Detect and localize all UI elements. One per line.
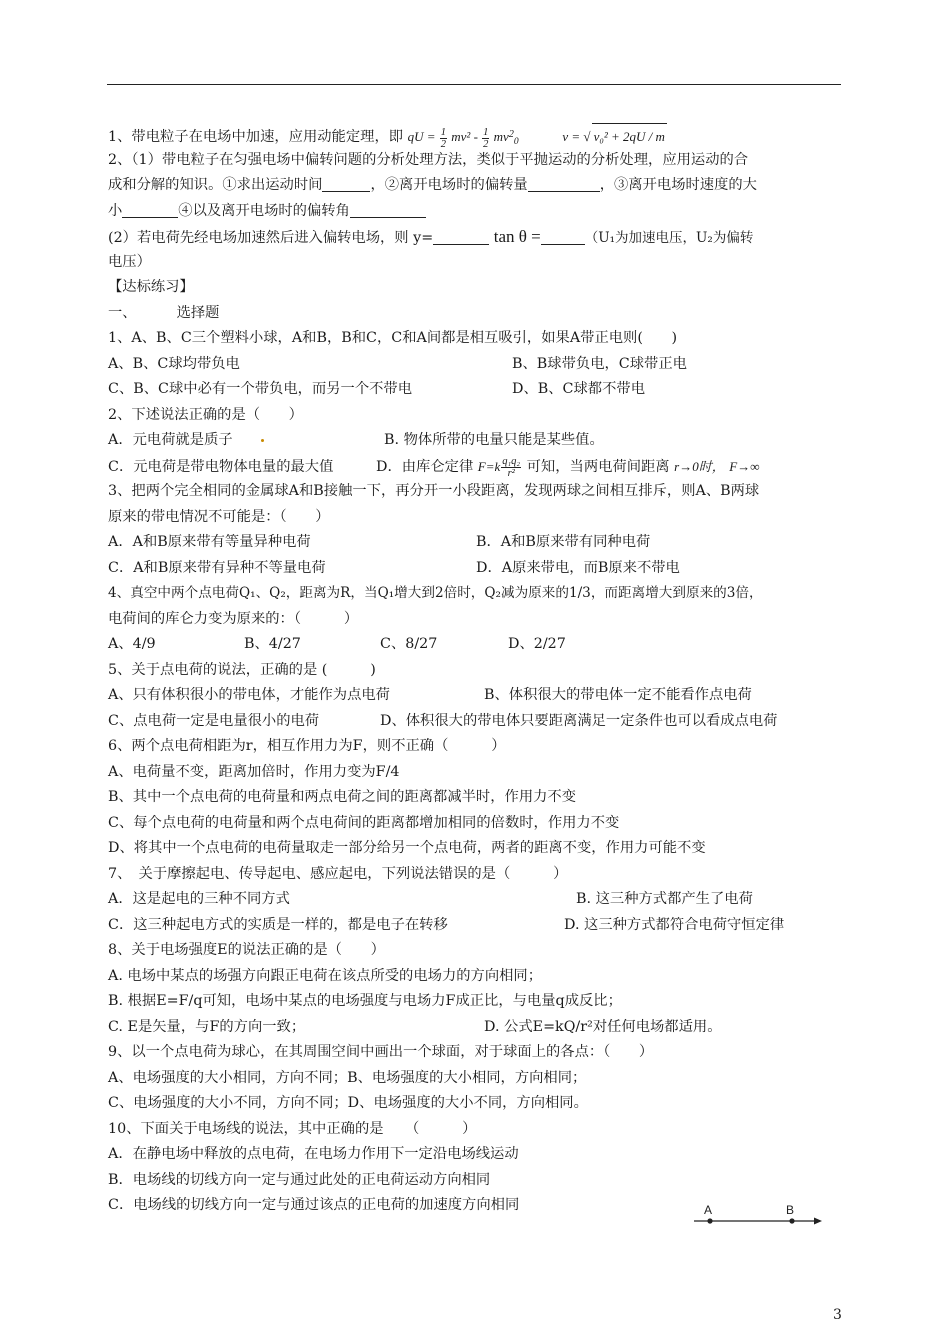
question-6: 6、两个点电荷相距为r，相互作用力为F，则不正确（ ）	[108, 738, 506, 754]
blank-y	[433, 228, 489, 245]
question-3-options-cd: C．A和B原来带有异种不等量电荷 D．A原来带电，而B原来不带电	[108, 559, 680, 576]
header-rule	[107, 84, 841, 85]
section-heading: 【达标练习】	[108, 279, 194, 295]
question-3-line-2: 原来的带电情况不可能是：（ ）	[108, 508, 330, 525]
question-7-options-cd: C．这三种起电方式的实质是一样的，都是电子在转移 D. 这三种方式都符合电荷守恒定律	[108, 916, 785, 933]
question-1-options-cd: C、B、C球中必有一个带负电，而另一个不带电 D、B、C球都不带电	[108, 381, 645, 397]
coulomb-formula: F=k $\frac{\text{q₁q₂}}{\text{r²}}$	[477, 456, 521, 480]
question-10-option-c: C．电场线的切线方向一定与通过该点的正电荷的加速度方向相同	[108, 1197, 520, 1213]
question-1-options-ab: A、B、C球均带负电 B、B球带负电，C球带正电	[108, 355, 687, 372]
blank-time	[322, 175, 370, 192]
question-5-options-ab: A、只有体积很小的带电体，才能作为点电荷 B、体积很大的带电体一定不能看作点电荷	[108, 687, 752, 703]
blank-angle	[350, 201, 426, 218]
field-line-diagram	[690, 1200, 825, 1230]
question-8-options-cd: C. E是矢量，与F的方向一致； D. 公式E=kQ/r²对任何电场都适用。	[108, 1018, 722, 1035]
document-body	[108, 122, 843, 1219]
question-8-option-a: A. 电场中某点的场强方向跟正电荷在该点所受的电场力的方向相同；	[108, 967, 543, 984]
question-6-option-c: C、每个点电荷的电荷量和两个点电荷间的距离都增加相同的倍数时，作用力不变	[108, 814, 620, 831]
velocity-formula: v = √ v₀² + 2qU / m	[562, 129, 667, 144]
question-6-option-b: B、其中一个点电荷的电荷量和两点电荷之间的距离都减半时，作用力不变	[108, 789, 577, 805]
page-number: 3	[833, 1307, 842, 1323]
intro-text: 1、带电粒子在电场中加速，应用动能定理，即	[108, 129, 404, 145]
question-4-options: A、4/9 B、4/27 C、8/27 D、2/27	[108, 636, 566, 652]
question-10-option-a: A．在静电场中释放的点电荷，在电场力作用下一定沿电场线运动	[108, 1146, 519, 1162]
intro-line-3: 成和分解的知识。①求出运动时间 ，②离开电场时的偏转量 ，③离开电场时速度的大	[108, 177, 757, 193]
question-10: 10、下面关于电场线的说法，其中正确的是 （ ）	[108, 1120, 477, 1137]
question-4-line-1: 4、真空中两个点电荷Q₁、Q₂，距离为R，当Q₁增大到2倍时，Q₂减为原来的1/3，而距离增大到原来的3倍，	[108, 585, 763, 601]
question-2: 2、下述说法正确的是（ ）	[108, 406, 303, 423]
question-6-option-d: D、将其中一个点电荷的电荷量取走一部分给另一个点电荷，两者的距离不变，作用力可能不变	[108, 840, 706, 856]
intro-line-6: 电压）	[108, 253, 151, 270]
point-a	[707, 1218, 712, 1223]
question-6-option-a: A、电荷量不变，距离加倍时，作用力变为F/4	[108, 763, 400, 780]
arrow-head-icon	[814, 1218, 822, 1225]
intro-line-4: 小 ④以及离开电场时的偏转角	[108, 199, 843, 225]
label-a: A	[704, 1203, 713, 1217]
kinetic-energy-formula: qU = $\frac{1}{2}$ mv² - $\frac{1}{2}$ $mv^2_0$	[407, 126, 519, 150]
blank-tan	[541, 228, 585, 245]
intro-line-1	[108, 122, 843, 148]
question-9-options-cd: C、电场强度的大小不同，方向不同；D、电场强度的大小不同，方向相同。	[108, 1095, 588, 1111]
question-5: 5、关于点电荷的说法，正确的是 ( )	[108, 661, 376, 678]
question-3-line-1: 3、把两个完全相同的金属球A和B接触一下，再分开一小段距离，发现两球之间相互排斥，则A、B两球	[108, 483, 760, 499]
point-b	[789, 1218, 794, 1223]
question-8: 8、关于电场强度E的说法正确的是（ ）	[108, 942, 385, 958]
question-2-options-ab: A．元电荷就是质子 B. 物体所带的电量只能是某些值。	[108, 432, 604, 448]
question-5-options-cd: C、点电荷一定是电量很小的电荷 D、体积很大的带电体只要距离满足一定条件也可以看成点电荷	[108, 712, 778, 729]
label-b: B	[786, 1203, 795, 1217]
question-8-option-b: B. 根据E=F/q可知，电场中某点的电场强度与电场力F成正比，与电量q成反比；	[108, 993, 622, 1009]
section-subheading: 一、 选择题	[108, 304, 220, 321]
question-2-options-cd: C．元电荷是带电物体电量的最大值 D．由库仑定律 F=k $\frac{\text{q₁q₂}}{\text{r²}}$ 可知，当两电荷间距离 r→0时， F→∞	[108, 456, 760, 480]
question-3-options-ab: A．A和B原来带有等量异种电荷 B．A和B原来带有同种电荷	[108, 534, 651, 550]
intro-line-2: 2、（1）带电粒子在匀强电场中偏转问题的分析处理方法，类似于平抛运动的分析处理，应用运动的合	[108, 151, 749, 168]
question-7-options-ab: A．这是起电的三种不同方式 B. 这三种方式都产生了电荷	[108, 891, 753, 907]
tan-theta: tan θ =	[493, 227, 541, 246]
question-4-line-2: 电荷间的库仑力变为原来的：（ ）	[108, 610, 359, 627]
question-1: 1、A、B、C三个塑料小球，A和B，B和C，C和A间都是相互吸引，如果A带正电则( )	[108, 330, 678, 346]
question-9-options-ab: A、电场强度的大小相同，方向不同；B、电场强度的大小相同，方向相同；	[108, 1069, 587, 1086]
blank-speed	[122, 201, 178, 218]
question-7: 7、 关于摩擦起电、传导起电、感应起电，下列说法错误的是（ ）	[108, 865, 568, 882]
question-10-option-b: B．电场线的切线方向一定与通过此处的正电荷运动方向相同	[108, 1171, 491, 1188]
intro-line-5: (2）若电荷先经电场加速然后进入偏转电场，则 y= tan θ = （U₁为加速电压，U₂为偏转	[108, 227, 754, 246]
question-9: 9、以一个点电荷为球心，在其周围空间中画出一个球面，对于球面上的各点：（ ）	[108, 1044, 654, 1060]
blank-deflection	[528, 175, 600, 192]
